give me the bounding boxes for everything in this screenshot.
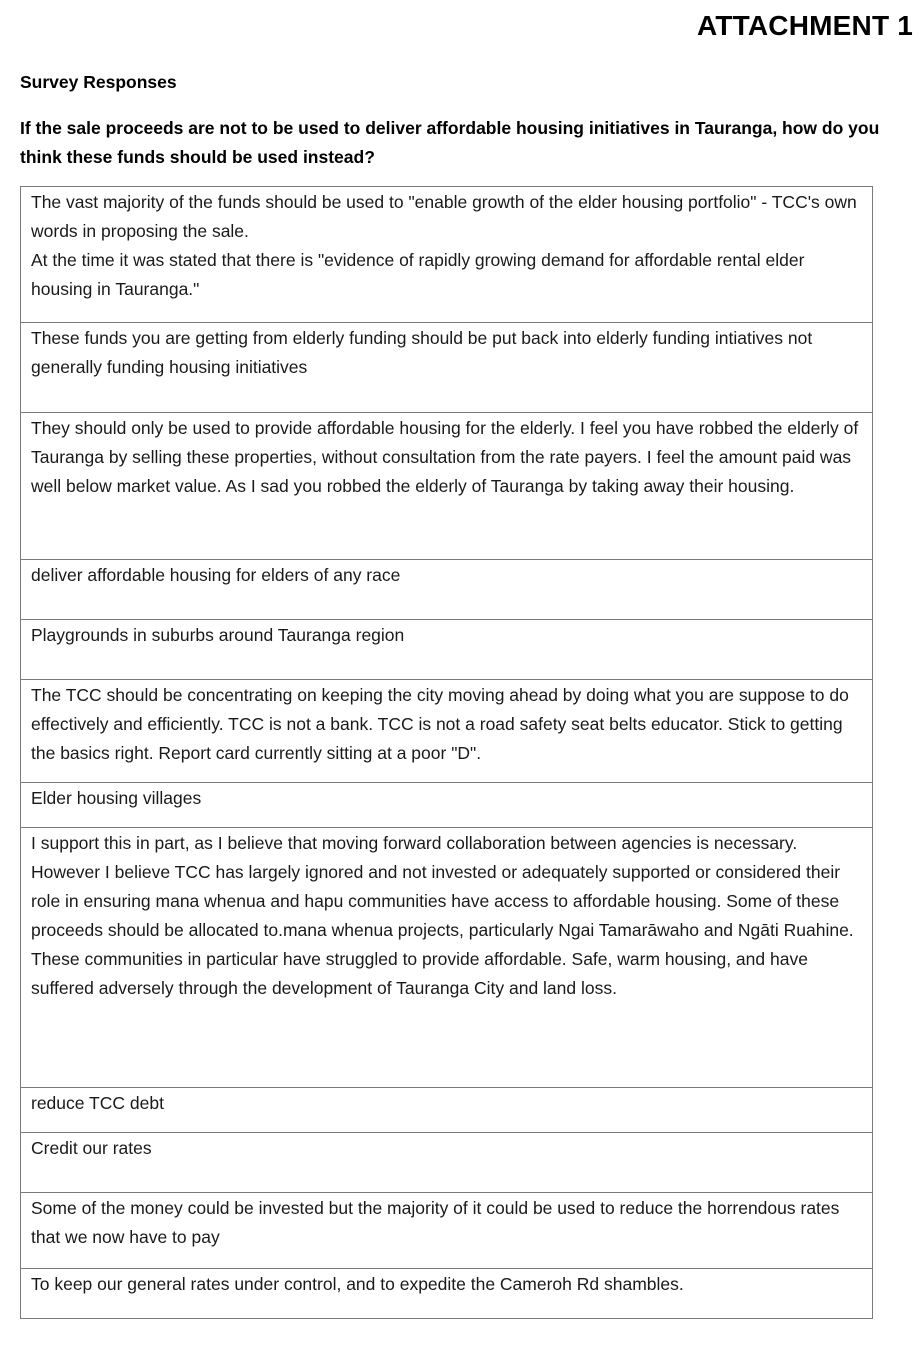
response-row: These funds you are getting from elderly funding should be put back into elderly funding intiatives not generally funding housing initiatives xyxy=(21,322,872,412)
responses-table xyxy=(20,186,873,1319)
response-row: Playgrounds in suburbs around Tauranga region xyxy=(21,619,872,679)
section-title: Survey Responses xyxy=(20,72,177,92)
response-row: The TCC should be concentrating on keeping the city moving ahead by doing what you are suppose to do effectively and efficiently. TCC is not a bank. TCC is not a road safety seat belts educator. Stick to getting the basics right. Report card currently sitting at a poor "D". xyxy=(21,679,872,782)
response-row: Credit our rates xyxy=(21,1132,872,1192)
response-row: reduce TCC debt xyxy=(21,1087,872,1132)
response-row: The vast majority of the funds should be used to "enable growth of the elder housing portfolio" - TCC's own words in proposing the sale. At the time it was stated that there is "evidence of rapidly growing demand for affordable rental elder housing in Tauranga." xyxy=(31,192,857,299)
response-row: deliver affordable housing for elders of any race xyxy=(21,559,872,619)
response-row: To keep our general rates under control, and to expedite the Cameroh Rd shambles. xyxy=(21,1268,872,1318)
response-row: I support this in part, as I believe that moving forward collaboration between agencies is necessary. However I believe TCC has largely ignored and not invested or adequately supported or considered their role in ensuring mana whenua and hapu communities have access to affordable housing. Some of these proceeds should be allocated to.mana whenua projects, particularly Ngai Tamarāwaho and Ngāti Ruahine. These communities in particular have struggled to provide affordable. Safe, warm housing, and have suffered adversely through the development of Tauranga City and land loss. xyxy=(21,827,872,1087)
response-row: They should only be used to provide affordable housing for the elderly. I feel you have robbed the elderly of Tauranga by selling these properties, without consultation from the rate payers. I feel the amount paid was well below market value. As I sad you robbed the elderly of Tauranga by taking away their housing. xyxy=(21,412,872,559)
response-row: Elder housing villages xyxy=(21,782,872,827)
response-row: Some of the money could be invested but the majority of it could be used to reduce the horrendous rates that we now have to pay xyxy=(21,1192,872,1268)
survey-question: If the sale proceeds are not to be used to deliver affordable housing initiatives in Tauranga, how do you think these funds should be used instead? xyxy=(20,118,880,167)
attachment-label: ATTACHMENT 1 xyxy=(696,10,913,41)
